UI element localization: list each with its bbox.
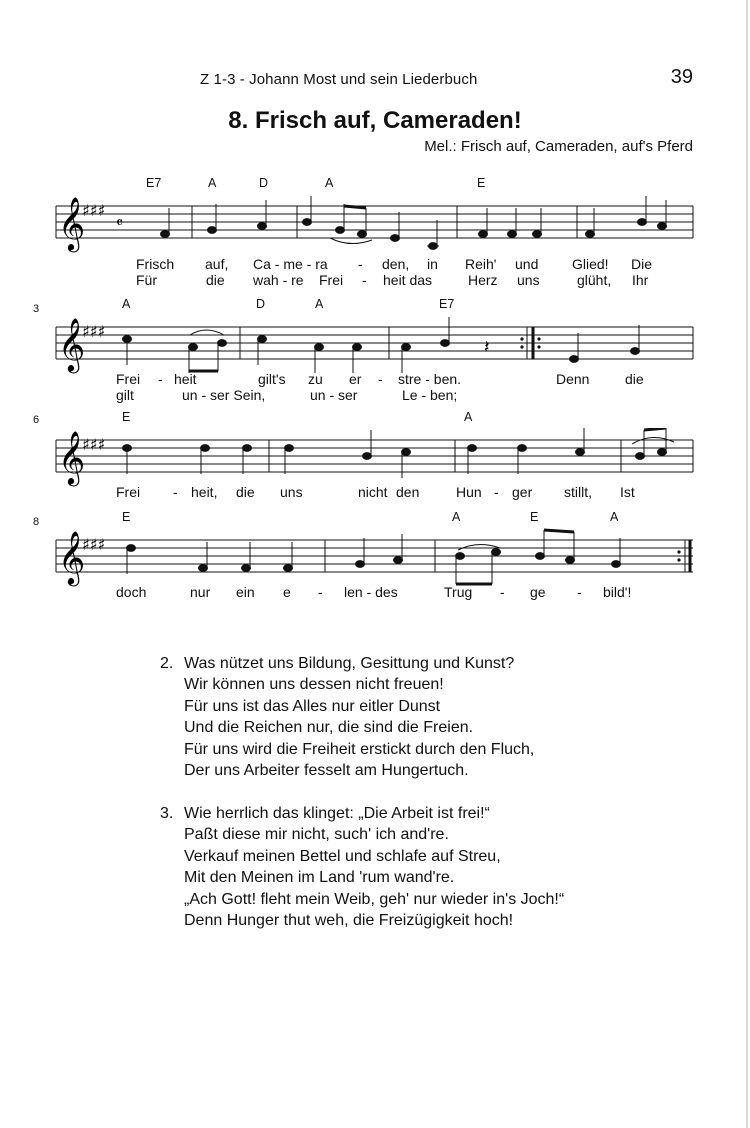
lyric-syllable: Frisch	[136, 256, 175, 272]
song-title: 8. Frisch auf, Cameraden!	[228, 107, 522, 134]
time-signature-icon: 𝄴	[116, 213, 124, 232]
treble-clef-icon: 𝄞	[58, 430, 86, 484]
lyric-syllable: die	[206, 272, 225, 288]
chord-symbol: E	[530, 510, 539, 524]
chord-symbol: D	[259, 176, 269, 190]
chord-row	[0, 410, 750, 428]
verse-line: „Ach Gott! fleht mein Weib, geh' nur wieder in's Joch!“	[184, 890, 565, 908]
chord-symbol: A	[208, 176, 217, 190]
chord-symbol: A	[452, 510, 461, 524]
lyric-syllable: -	[358, 256, 363, 272]
lyric-syllable: -	[500, 584, 505, 600]
lyric-syllable: bild'!	[603, 584, 632, 600]
verse-number: 2.	[160, 655, 174, 672]
treble-clef-icon: 𝄞	[58, 196, 86, 250]
lyric-syllable: Ihr	[632, 272, 649, 288]
lyric-syllable: -	[362, 272, 367, 288]
verse-line: Wie herrlich das klinget: „Die Arbeit ist frei!“	[184, 805, 490, 822]
lyric-syllable: stre - ben.	[398, 371, 462, 387]
lyric-syllable: die	[625, 371, 644, 387]
lyric-syllable: er	[349, 371, 362, 387]
chord-row	[0, 176, 750, 194]
lyric-syllable: heit,	[191, 484, 218, 500]
lyric-syllable: Ca - me - ra	[253, 256, 328, 272]
music-staff	[0, 428, 750, 490]
lyric-syllable: Frei	[319, 272, 344, 288]
chord-symbol: E	[122, 410, 131, 424]
lyric-syllable: auf,	[205, 256, 229, 272]
lyric-syllable: Denn	[556, 371, 590, 387]
lyric-syllable: in	[427, 256, 438, 272]
verse-number: 3.	[160, 805, 174, 822]
lyric-syllable: zu	[308, 371, 323, 387]
chord-symbol: E7	[146, 176, 162, 190]
chord-symbol: A	[610, 510, 619, 524]
lyric-syllable: nicht	[358, 484, 388, 500]
chord-symbol: D	[256, 297, 266, 311]
lyric-line-2	[0, 272, 750, 290]
music-staff	[0, 194, 750, 256]
measure-number: 3	[33, 303, 40, 315]
lyric-syllable: ger	[512, 484, 533, 500]
verse-line: Mit den Meinen im Land 'rum wand're.	[184, 869, 455, 887]
verse-line: Denn Hunger thut weh, die Freizügigkeit hoch!	[184, 912, 514, 930]
lyric-syllable: un - ser Sein,	[182, 387, 266, 403]
verse-line: Für uns wird die Freiheit erstickt durch den Fluch,	[184, 740, 535, 758]
lyric-syllable: -	[158, 371, 163, 387]
lyric-syllable: Hun	[456, 484, 482, 500]
lyric-syllable: und	[515, 256, 539, 272]
lyric-syllable: stillt,	[564, 484, 592, 500]
lyric-syllable: glüht,	[577, 272, 612, 288]
lyric-syllable: -	[378, 371, 383, 387]
key-signature-icon: ♯♯♯	[82, 435, 106, 454]
lyric-syllable: heit das	[383, 272, 433, 288]
lyric-syllable: Glied!	[572, 256, 609, 272]
lyric-line-1	[0, 584, 750, 602]
lyric-syllable: gilt's	[258, 371, 286, 387]
lyric-syllable: Frei	[116, 371, 141, 387]
chord-row	[0, 510, 750, 528]
chord-symbol: E	[477, 176, 486, 190]
quarter-rest-icon: 𝄽	[484, 337, 490, 358]
lyric-syllable: ein	[236, 584, 255, 600]
key-signature-icon: ♯♯♯	[82, 201, 106, 220]
lyric-line-2	[0, 387, 750, 405]
measure-number: 8	[33, 516, 40, 528]
lyric-syllable: Die	[631, 256, 653, 272]
lyric-syllable: ge	[530, 584, 546, 600]
lyric-syllable: den,	[382, 256, 410, 272]
lyric-syllable: die	[236, 484, 255, 500]
lyric-syllable: heit	[174, 371, 197, 387]
lyric-syllable: nur	[190, 584, 211, 600]
chord-symbol: A	[464, 410, 473, 424]
verse-line: Verkauf meinen Bettel und schlafe auf Streu,	[184, 847, 501, 865]
music-staff	[0, 315, 750, 377]
verse-line: Wir können uns dessen nicht freuen!	[184, 676, 444, 694]
lyric-line-1	[0, 484, 750, 502]
lyric-syllable: doch	[116, 584, 147, 600]
running-title: Z 1-3 - Johann Most und sein Liederbuch	[200, 71, 478, 88]
treble-clef-icon: 𝄞	[58, 530, 86, 584]
treble-clef-icon: 𝄞	[58, 317, 86, 371]
chord-symbol: A	[122, 297, 131, 311]
lyric-syllable: -	[494, 484, 499, 500]
key-signature-icon: ♯♯♯	[82, 322, 106, 341]
lyric-syllable: Le - ben;	[402, 387, 458, 403]
lyric-syllable: uns	[280, 484, 303, 500]
verse-line: Was nützet uns Bildung, Gesittung und Kunst?	[184, 655, 515, 672]
lyric-syllable: -	[318, 584, 323, 600]
key-signature-icon: ♯♯♯	[82, 535, 106, 554]
chord-symbol: E	[122, 510, 131, 524]
lyric-syllable: uns	[517, 272, 540, 288]
lyric-syllable: Ist	[620, 484, 635, 500]
melody-note: Mel.: Frisch auf, Cameraden, auf's Pferd	[424, 138, 693, 155]
lyric-syllable: wah - re	[253, 272, 304, 288]
chord-symbol: E7	[439, 297, 455, 311]
page-number: 39	[670, 66, 693, 88]
verse-line: Paßt diese mir nicht, such' ich and're.	[184, 826, 449, 844]
verse-text	[184, 653, 534, 781]
chord-symbol: A	[315, 297, 324, 311]
lyric-syllable: Für	[136, 272, 157, 288]
lyric-syllable: den	[396, 484, 420, 500]
verse-line: Für uns ist das Alles nur eitler Dunst	[184, 697, 441, 715]
measure-number: 6	[33, 414, 40, 426]
lyric-syllable: Herz	[468, 272, 498, 288]
lyric-syllable: len - des	[344, 584, 398, 600]
lyric-syllable: gilt	[116, 387, 134, 403]
lyric-syllable: un - ser	[310, 387, 358, 403]
lyric-syllable: e	[283, 584, 291, 600]
lyric-syllable: Frei	[116, 484, 141, 500]
lyric-syllable: -	[173, 484, 178, 500]
verse-line: Der uns Arbeiter fesselt am Hungertuch.	[184, 762, 469, 780]
chord-symbol: A	[325, 176, 334, 190]
lyric-syllable: -	[577, 584, 582, 600]
lyric-syllable: Trug	[444, 584, 473, 600]
chord-row	[0, 297, 750, 315]
verse-text	[184, 803, 564, 931]
verse-line: Und die Reichen nur, die sind die Freien.	[184, 719, 474, 737]
music-staff	[0, 528, 750, 590]
lyric-syllable: Reih'	[465, 256, 497, 272]
